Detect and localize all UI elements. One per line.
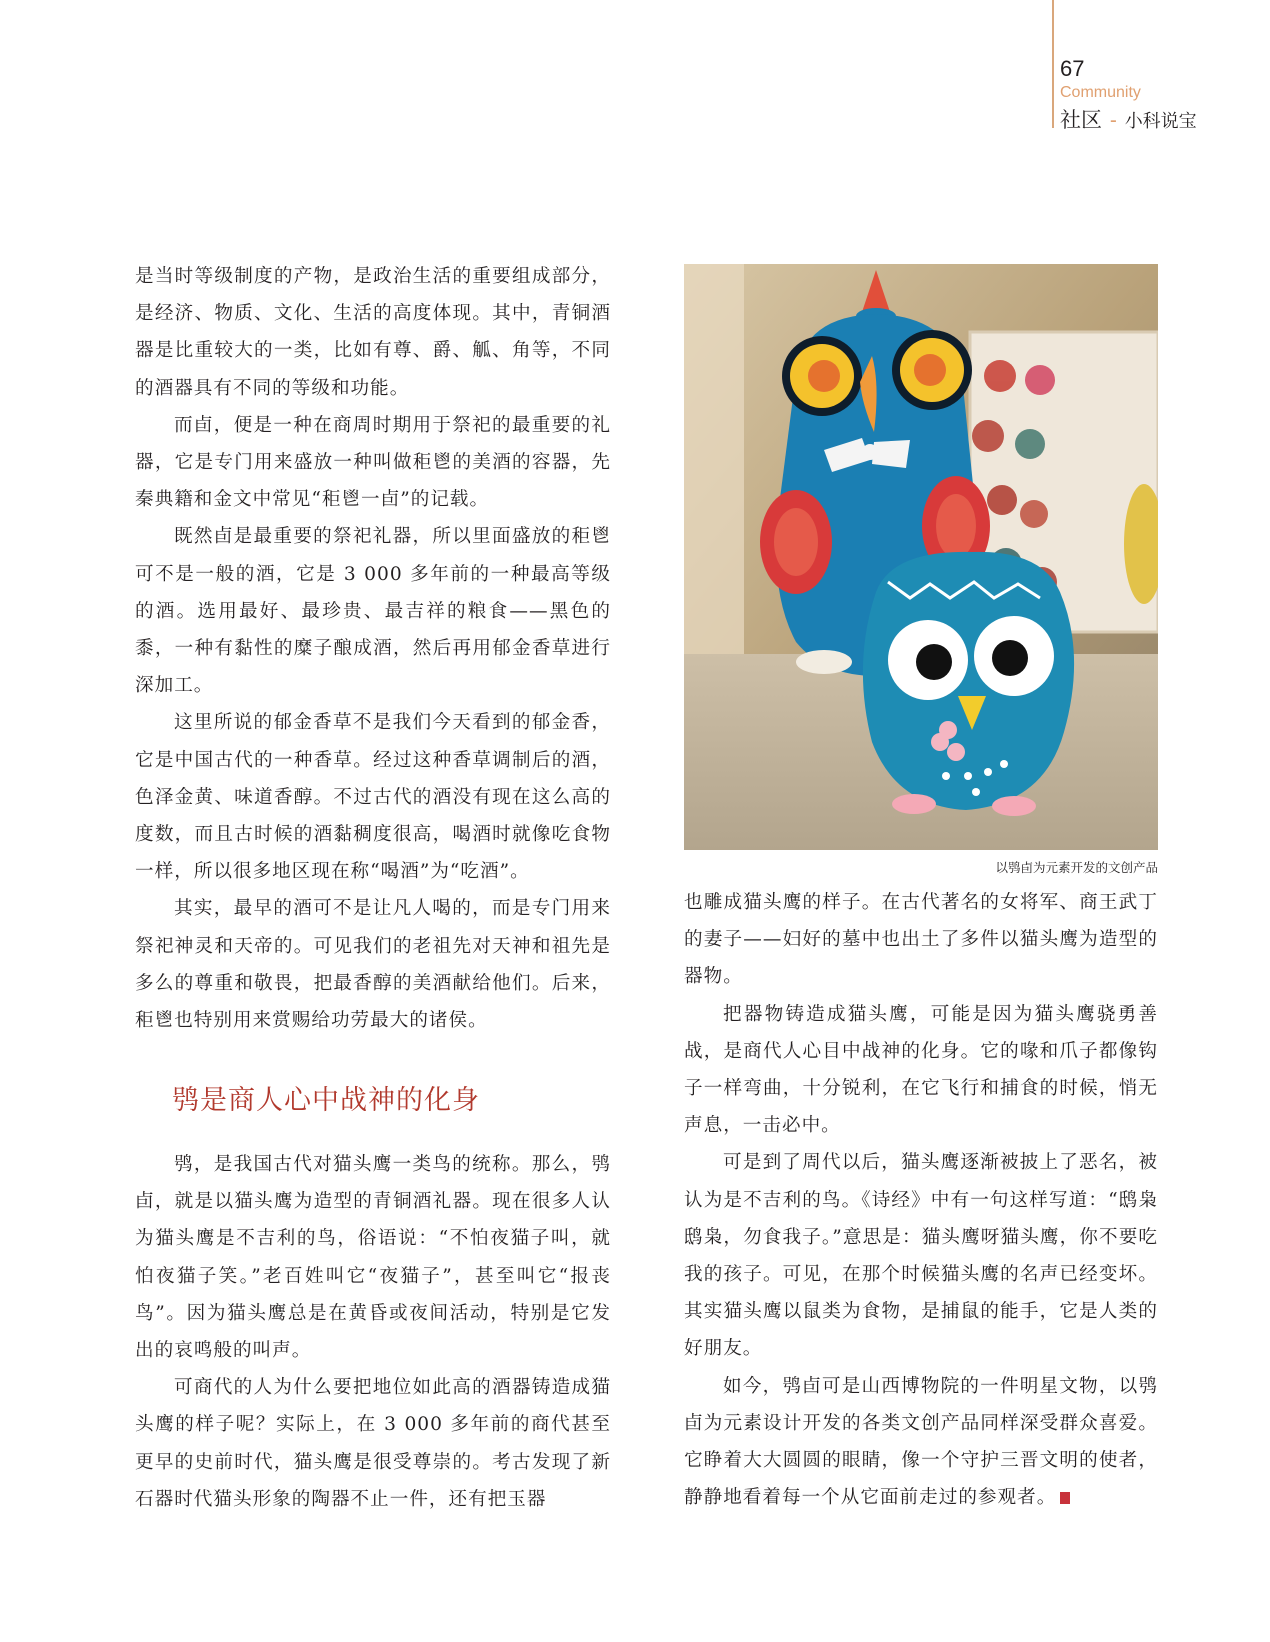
page-number: 67 [1060, 56, 1085, 81]
section-separator: - [1109, 109, 1117, 132]
paragraph: 可商代的人为什么要把地位如此高的酒器铸造成猫头鹰的样子呢？实际上，在 3 000 多年前的商代甚至更早的史前时代，猫头鹰是很受尊崇的。考古发现了新石器时代猫头形象的陶器不止一件，还有把玉器 [135, 1377, 611, 1510]
right-column [684, 884, 1158, 1516]
paragraph: 既然卣是最重要的祭祀礼器，所以里面盛放的秬鬯可不是一般的酒，它是 3 000 多年前的一种最高等级的酒。选用最好、最珍贵、最吉祥的粮食——黑色的黍，一种有黏性的糜子酿成酒，然后再用郁金香草进行深加工。 [135, 526, 611, 697]
owl-products-photo [684, 264, 1158, 850]
section-english: Community [1060, 84, 1141, 101]
paragraph: 是当时等级制度的产物，是政治生活的重要组成部分，是经济、物质、文化、生活的高度体现。其中，青铜酒器是比重较大的一类，比如有尊、爵、觚、角等，不同的酒器具有不同的等级和功能。 [135, 266, 611, 399]
paragraph: 其实，最早的酒可不是让凡人喝的，而是专门用来祭祀神灵和天帝的。可见我们的老祖先对天神和祖先是多么的尊重和敬畏，把最香醇的美酒献给他们。后来，秬鬯也特别用来赏赐给功劳最大的诸侯。 [135, 898, 611, 1032]
section-title [1060, 104, 1197, 134]
photo-caption: 以鸮卣为元素开发的文创产品 [995, 860, 1158, 875]
paragraph: 把器物铸造成猫头鹰，可能是因为猫头鹰骁勇善战，是商代人心目中战神的化身。它的喙和爪子都像钩子一样弯曲，十分锐利，在它飞行和捕食的时候，悄无声息，一击必中。 [684, 1003, 1158, 1137]
left-column-top [135, 258, 611, 1039]
section-chinese: 社区 [1060, 109, 1102, 132]
paragraph: 这里所说的郁金香草不是我们今天看到的郁金香，它是中国古代的一种香草。经过这种香草调制后的酒，色泽金黄、味道香醇。不过古代的酒没有现在这么高的度数，而且古时候的酒黏稠度很高，喝酒时就像吃食物一样，所以很多地区现在称“喝酒”为“吃酒”。 [135, 712, 611, 883]
paragraph: 可是到了周代以后，猫头鹰逐渐被披上了恶名，被认为是不吉利的鸟。《诗经》中有一句这样写道：“鸱枭鸱枭，勿食我子。”意思是：猫头鹰呀猫头鹰，你不要吃我的孩子。可见，在那个时候猫头鹰的名声已经变坏。其实猫头鹰以鼠类为食物，是捕鼠的能手，它是人类的好朋友。 [684, 1152, 1158, 1360]
paragraph: 而卣，便是一种在商周时期用于祭祀的最重要的礼器，它是专门用来盛放一种叫做秬鬯的美酒的容器，先秦典籍和金文中常见“秬鬯一卣”的记载。 [135, 414, 611, 511]
left-column-bottom [135, 1146, 611, 1518]
paragraph: 鸮，是我国古代对猫头鹰一类鸟的统称。那么，鸮卣，就是以猫头鹰为造型的青铜酒礼器。现在很多人认为猫头鹰是不吉利的鸟，俗语说：“不怕夜猫子叫，就怕夜猫子笑。”老百姓叫它“夜猫子”，甚至叫它“报丧鸟”。因为猫头鹰总是在黄昏或夜间活动，特别是它发出的哀鸣般的叫声。 [135, 1154, 611, 1362]
column-name: 小科说宝 [1124, 111, 1197, 131]
paragraph-text: 如今，鸮卣可是山西博物院的一件明星文物，以鸮卣为元素设计开发的各类文创产品同样深受群众喜爱。它睁着大大圆圆的眼睛，像一个守护三晋文明的使者，静静地看着每一个从它面前走过的参观者。 [684, 1375, 1158, 1509]
owl-figurines-image [684, 264, 1158, 850]
section-heading: 鸮是商人心中战神的化身 [172, 1085, 480, 1116]
header-divider [1052, 0, 1054, 128]
paragraph-last [684, 1368, 1158, 1517]
end-mark-icon [1060, 1492, 1070, 1504]
paragraph: 也雕成猫头鹰的样子。在古代著名的女将军、商王武丁的妻子——妇好的墓中也出土了多件以猫头鹰为造型的器物。 [684, 892, 1158, 988]
